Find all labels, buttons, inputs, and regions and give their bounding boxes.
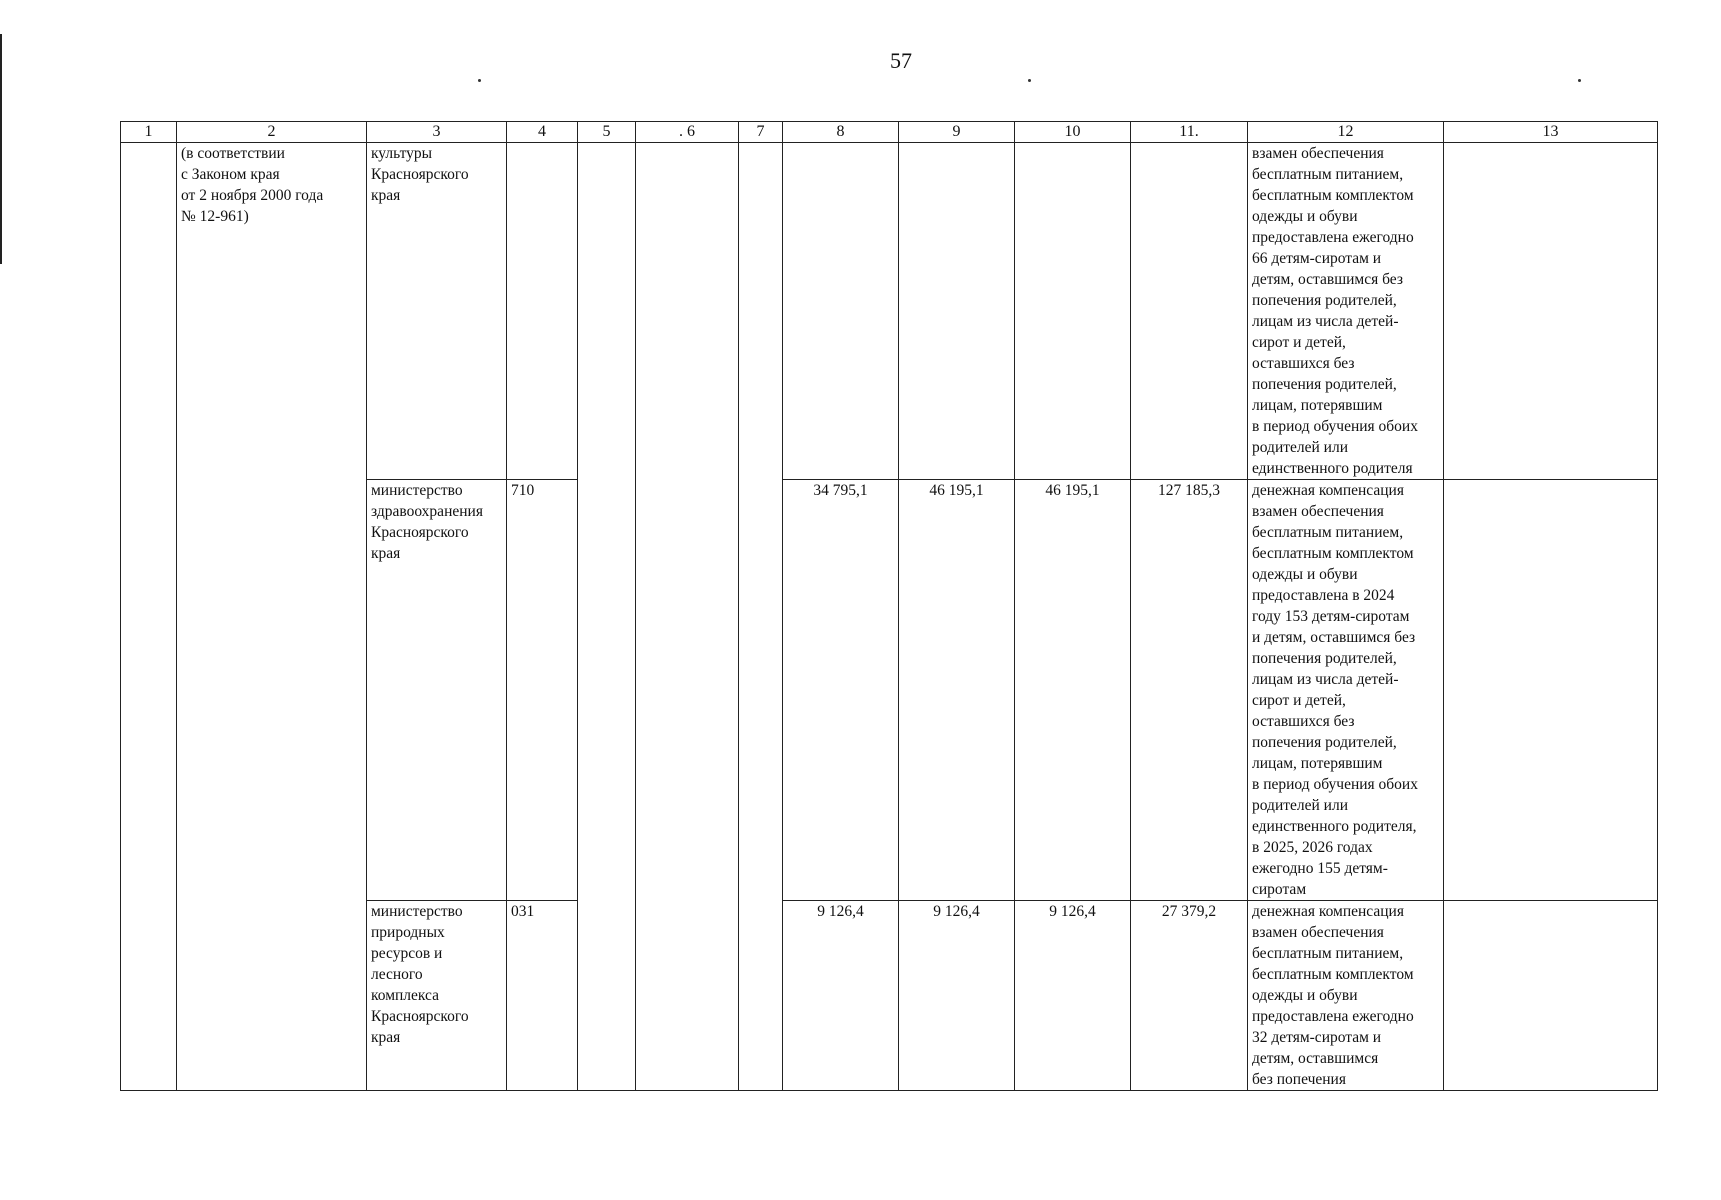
- table-row: [121, 143, 1658, 480]
- budget-table: [120, 121, 1658, 1091]
- amount-total-cell: [1131, 143, 1248, 480]
- col-header: 8: [783, 122, 899, 143]
- col-header: 5: [578, 122, 636, 143]
- scan-edge: [0, 34, 2, 264]
- col-header: 13: [1444, 122, 1658, 143]
- table-row: [121, 901, 1658, 1091]
- amount-2024-cell: 9 126,4: [783, 901, 899, 1091]
- cell-col5: [578, 901, 636, 1091]
- cell-col6: [636, 901, 739, 1091]
- code-cell: 031: [507, 901, 578, 1091]
- executor-cell: культуры Красноярского края: [367, 143, 507, 480]
- scan-speck: [478, 79, 481, 82]
- col-header: 3: [367, 122, 507, 143]
- col-header: . 6: [636, 122, 739, 143]
- page-number: 57: [890, 48, 912, 73]
- col-header: 10: [1015, 122, 1131, 143]
- cell-col1: [121, 480, 177, 901]
- amount-2026-cell: 9 126,4: [1015, 901, 1131, 1091]
- cell-col13: [1444, 143, 1658, 480]
- executor-cell: министерство здравоохранения Красноярского края: [367, 480, 507, 901]
- amount-2025-cell: [899, 143, 1015, 480]
- cell-col6: [636, 143, 739, 480]
- col-header: 11.: [1131, 122, 1248, 143]
- cell-col13: [1444, 480, 1658, 901]
- amount-2026-cell: 46 195,1: [1015, 480, 1131, 901]
- cell-col7: [739, 143, 783, 480]
- cell-col5: [578, 143, 636, 480]
- amount-total-cell: 127 185,3: [1131, 480, 1248, 901]
- amount-2025-cell: 9 126,4: [899, 901, 1015, 1091]
- col-header: 1: [121, 122, 177, 143]
- cell-col5: [578, 480, 636, 901]
- header-row: [121, 122, 1658, 143]
- result-cell: денежная компенсация взамен обеспечения бесплатным питанием, бесплатным комплектом одежды и обуви предоставлена в 2024 году 153 детям-сиротам и детям, оставшимся без попечения родителей, лицам из числа детей- сирот и детей, оставшихся без попечения родителей, лицам, потерявшим в период обучения обоих родителей или единственного родителя, в 2025, 2026 годах ежегодно 155 детям- сиротам: [1248, 480, 1444, 901]
- col-header: 12: [1248, 122, 1444, 143]
- code-cell: 710: [507, 480, 578, 901]
- scan-speck: [1028, 79, 1031, 82]
- cell-col7: [739, 480, 783, 901]
- cell-col2: [177, 901, 367, 1091]
- amount-2024-cell: 34 795,1: [783, 480, 899, 901]
- amount-2026-cell: [1015, 143, 1131, 480]
- cell-col13: [1444, 901, 1658, 1091]
- cell-col7: [739, 901, 783, 1091]
- cell-col2: [177, 480, 367, 901]
- result-cell: денежная компенсация взамен обеспечения бесплатным питанием, бесплатным комплектом одежды и обуви предоставлена ежегодно 32 детям-сиротам и детям, оставшимся без попечения: [1248, 901, 1444, 1091]
- col-header: 2: [177, 122, 367, 143]
- col-header: 9: [899, 122, 1015, 143]
- code-cell: [507, 143, 578, 480]
- cell-col1: [121, 143, 177, 480]
- executor-cell: министерство природных ресурсов и лесного комплекса Красноярского края: [367, 901, 507, 1091]
- amount-2025-cell: 46 195,1: [899, 480, 1015, 901]
- scan-speck: [1578, 79, 1581, 82]
- result-cell: взамен обеспечения бесплатным питанием, бесплатным комплектом одежды и обуви предоставлена ежегодно 66 детям-сиротам и детям, оставшимся без попечения родителей, лицам из числа детей- сирот и детей, оставшихся без попечения родителей, лицам, потерявшим в период обучения обоих родителей или единственного родителя: [1248, 143, 1444, 480]
- cell-col6: [636, 480, 739, 901]
- amount-2024-cell: [783, 143, 899, 480]
- col-header: 4: [507, 122, 578, 143]
- col-header: 7: [739, 122, 783, 143]
- table-row: [121, 480, 1658, 901]
- cell-col1: [121, 901, 177, 1091]
- amount-total-cell: 27 379,2: [1131, 901, 1248, 1091]
- legal-basis-cell: (в соответствии с Законом края от 2 ноября 2000 года № 12-961): [177, 143, 367, 480]
